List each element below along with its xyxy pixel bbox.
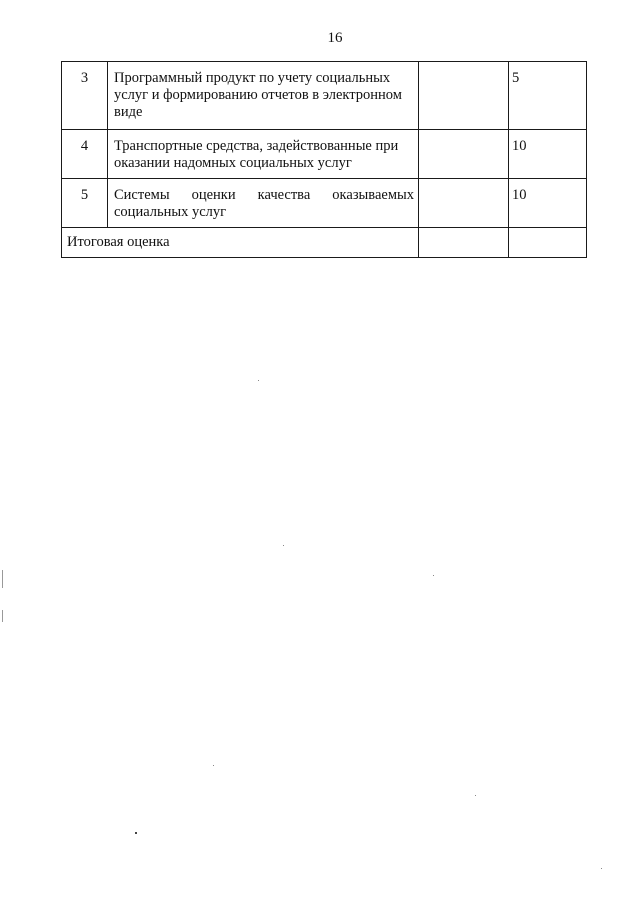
total-row xyxy=(62,228,587,258)
scan-speck xyxy=(135,832,137,834)
criterion-name: Системы оценки качества оказываемых социальных услуг xyxy=(108,179,419,228)
criterion-score: 10 xyxy=(509,130,587,179)
criterion-score: 5 xyxy=(509,62,587,130)
empty-cell xyxy=(419,130,509,179)
scan-speck xyxy=(258,380,259,381)
criterion-name: Транспортные средства, задействованные при оказании надомных социальных услуг xyxy=(108,130,419,179)
row-number: 5 xyxy=(62,179,108,228)
scan-edge-mark xyxy=(2,610,3,622)
table-row xyxy=(62,130,587,179)
scan-speck xyxy=(433,575,434,576)
criterion-name: Программный продукт по учету социальных услуг и формированию отчетов в электронном виде xyxy=(108,62,419,130)
scan-speck xyxy=(283,545,284,546)
scan-speck xyxy=(475,795,476,796)
total-score xyxy=(509,228,587,258)
page-number: 16 xyxy=(327,30,343,46)
empty-cell xyxy=(419,62,509,130)
total-label: Итоговая оценка xyxy=(62,228,419,258)
row-number: 3 xyxy=(62,62,108,130)
criterion-score: 10 xyxy=(509,179,587,228)
criteria-table xyxy=(61,61,587,258)
scan-speck xyxy=(601,868,602,869)
empty-cell xyxy=(419,228,509,258)
scan-speck xyxy=(213,765,214,766)
table-row xyxy=(62,62,587,130)
row-number: 4 xyxy=(62,130,108,179)
table-row xyxy=(62,179,587,228)
scan-edge-mark xyxy=(2,570,3,588)
empty-cell xyxy=(419,179,509,228)
